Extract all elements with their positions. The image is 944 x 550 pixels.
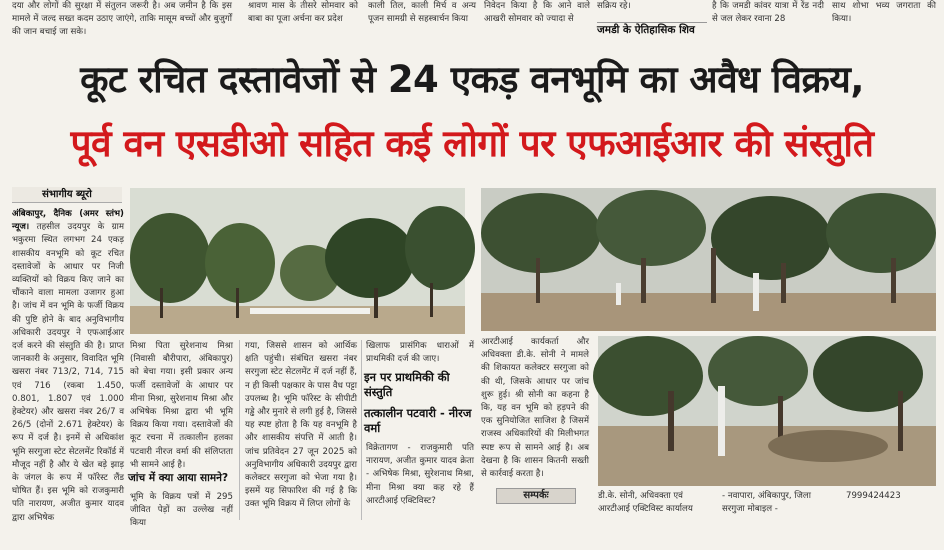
article-col-1-text: तहसील उदयपुर के ग्राम भकुरमा स्थित लगभग 24 एकड़ शासकीय वनभूमि को कूट रचित दस्तावेजों के आधार पर निजी व्यक्तियों को विक्रय किए जाने का चौंकाने वाला मामला उजागर हुआ है। जांच में वन भूमि के फर्जी विक्रय की पुष्टि होने के बाद अनुविभागीय अधिकारी उदयपुर ने एफआईआर दर्ज करने की संस्तुति की है। प्राप्त जानकारी के अनुसार, विवादित भूमि खसरा नंबर 713/2, 714, 715 एवं 716 (रकबा 1.450, 0.801, 1.807 एवं 1.000 हेक्टेयर) और खसरा नंबर 26/7 व 26/5 (दोनों 2.671 हेक्टेयर) के रूप में दर्ज है। इनमें से अधिकांश भूमि सरगुजा स्टेट सेटलमेंट रिकॉर्ड में मौजूद नहीं है और ये खेत बड़े झाड़ के जंगल के रूप में फॉरेस्ट लैंड घोषित हैं। इस भूमि को राजकुमारी पति नारायण, अजीत कुमार यादव द्वारा अभिषेक: [12, 222, 124, 523]
article-col-5-text: आरटीआई कार्यकर्ता और अधिवक्ता डी.के. सोनी ने मामले की शिकायत कलेक्टर सरगुजा को की थी, जिसके आधार पर जांच शुरू हुई। श्री सोनी का कहना है कि, यह वन भूमि को हड़पने की एक सुनियोजित साजिश है जिसमें राजस्व अधिकारियों की मिलीभगत स्पष्ट रूप से सामने आई है। अब देखना है कि शासन कितनी सख्ती से कार्रवाई करता है।: [481, 337, 589, 480]
subheading-patwari: तत्कालीन पटवारी - नीरज वर्मा: [364, 406, 472, 435]
article-col-3-text: गया, जिससे शासन को आर्थिक क्षति पहुंची। संबंधित खसरा नंबर सरगुजा स्टेट सेटलमेंट में दर्ज नहीं हैं, न ही किसी पक्षकार के पास वैध पट्टा उपलब्ध है। भूमि फॉरेस्ट के सीपीटी गड्ढे और मुनारे से लगी हुई है, जिससे यह स्पष्ट होता है कि यह वनभूमि है और शासकीय संपत्ति में आती है। जांच प्रतिवेदन 27 जून 2025 को अनुविभागीय अधिकारी उदयपुर द्वारा कलेक्टर सरगुजा को भेजा गया है। इसमें यह सिफारिश की गई है कि उक्त भूमि विक्रय में लिप्त लोगों के: [245, 341, 357, 510]
photo-forest-3: [598, 336, 936, 486]
top-strip-col-1: दया और लोगों की सुरक्षा में संतुलन जरूरी है। अब जमीन है कि इस मामले में जल्द सख्त कदम उठाए जाएंगे, ताकि मासूम बच्चों और बुजुर्गों की जान बचाई जा सके।: [12, 1, 232, 38]
article-col-4-body: [366, 442, 474, 520]
contact-name: डी.के. सोनी, अधिवक्ता एवं: [598, 491, 683, 501]
top-strip-col-3: काली तिल, काली मिर्च व अन्य पूजन सामग्री से सहस्त्रार्चन किया: [368, 1, 476, 25]
subheading-fir-recommended: इन पर प्राथमिकी की संस्तुति: [364, 370, 450, 399]
article-col-1: [12, 208, 124, 523]
forest-photo-graphic-3: [598, 336, 936, 486]
article-dateline: अंबिकापुर, दैनिक (अमर स्तंभ) न्यूज।: [12, 209, 124, 233]
article-col-4-body-text: विक्रेतागण - राजकुमारी पति नारायण, अजीत कुमार यादव क्रेता - अभिषेक मिश्रा, सुरेशनाथ मिश्रा, मीना मिश्रा क्या कह रहे हैं आरटीआई एक्टिविस्ट?: [366, 443, 474, 506]
article-col-3: [245, 340, 357, 520]
article-col-2-text: मिश्रा पिता सुरेशनाथ मिश्रा (निवासी बौरीपारा, अंबिकापुर) को बेचा गया। इसी प्रकार अन्य फर्जी दस्तावेजों के आधार पर मीना मिश्रा, सुरेशनाथ मिश्रा और अभिषेक मिश्रा द्वारा भी भूमि विक्रय किया गया। दस्तावेजों की कूट रचना में तत्कालीन हलका पटवारी नीरज वर्मा की संलिप्तता भी सामने आई है।: [130, 341, 233, 470]
contact-office: आरटीआई एक्टिविस्ट कार्यालय: [598, 504, 693, 514]
article-col-4-top: [366, 340, 474, 368]
article-col-2-after-text: भूमि के विक्रय पत्रों में 295 जीवित पेड़ों का उल्लेख नहीं किया: [130, 492, 233, 529]
top-strip-col-6: है कि जमडी कांवर यात्रा में रेंड नदी से जल लेकर रवाना 28: [712, 1, 824, 25]
article-col-4-top-text: खिलाफ प्रासंगिक धाराओं में प्राथमिकी दर्ज की जाए।: [366, 341, 474, 365]
article-col-5: [481, 336, 589, 488]
column-divider-1: [239, 340, 240, 520]
top-strip-col-7: साथ शोभा भव्य जगराता की किया।: [832, 1, 936, 25]
byline: संभागीय ब्यूरो: [12, 187, 122, 203]
forest-photo-graphic-2: [481, 188, 936, 331]
subheading-investigation: जांच में क्या आया सामने?: [128, 472, 229, 484]
photo-forest-2: [481, 188, 936, 331]
contact-mobile: सरगुजा मोबाइल -: [722, 504, 778, 514]
forest-photo-graphic-1: [130, 188, 465, 334]
column-divider-2: [361, 340, 362, 520]
contact-label: सम्पर्कः: [496, 488, 576, 504]
top-strip-col-5: सक्रिय रहे।: [597, 1, 631, 11]
top-strip-heading: जमडी के ऐतिहासिक शिव: [597, 22, 707, 38]
article-col-2: [130, 340, 233, 470]
contact-phone: 7999424423: [846, 491, 901, 501]
article-col-2-after: [130, 491, 233, 529]
headline-line-2: पूर्व वन एसडीओ सहित कई लोगों पर एफआईआर की संस्तुति: [70, 122, 874, 165]
top-strip-col-4: निवेदन किया है कि आने वाले आखरी सोमवार को ज्यादा से: [484, 1, 590, 25]
contact-address: - नवापारा, अंबिकापुर, जिला: [722, 491, 811, 501]
photo-forest-1: [130, 188, 465, 334]
headline-line-1: कूट रचित दस्तावेजों से 24 एकड़ वनभूमि का अवैध विक्रय,: [80, 58, 864, 101]
top-strip-col-2: श्रावण मास के तीसरे सोमवार को बाबा का पूजा अर्चना कर प्रदेश: [248, 1, 358, 25]
